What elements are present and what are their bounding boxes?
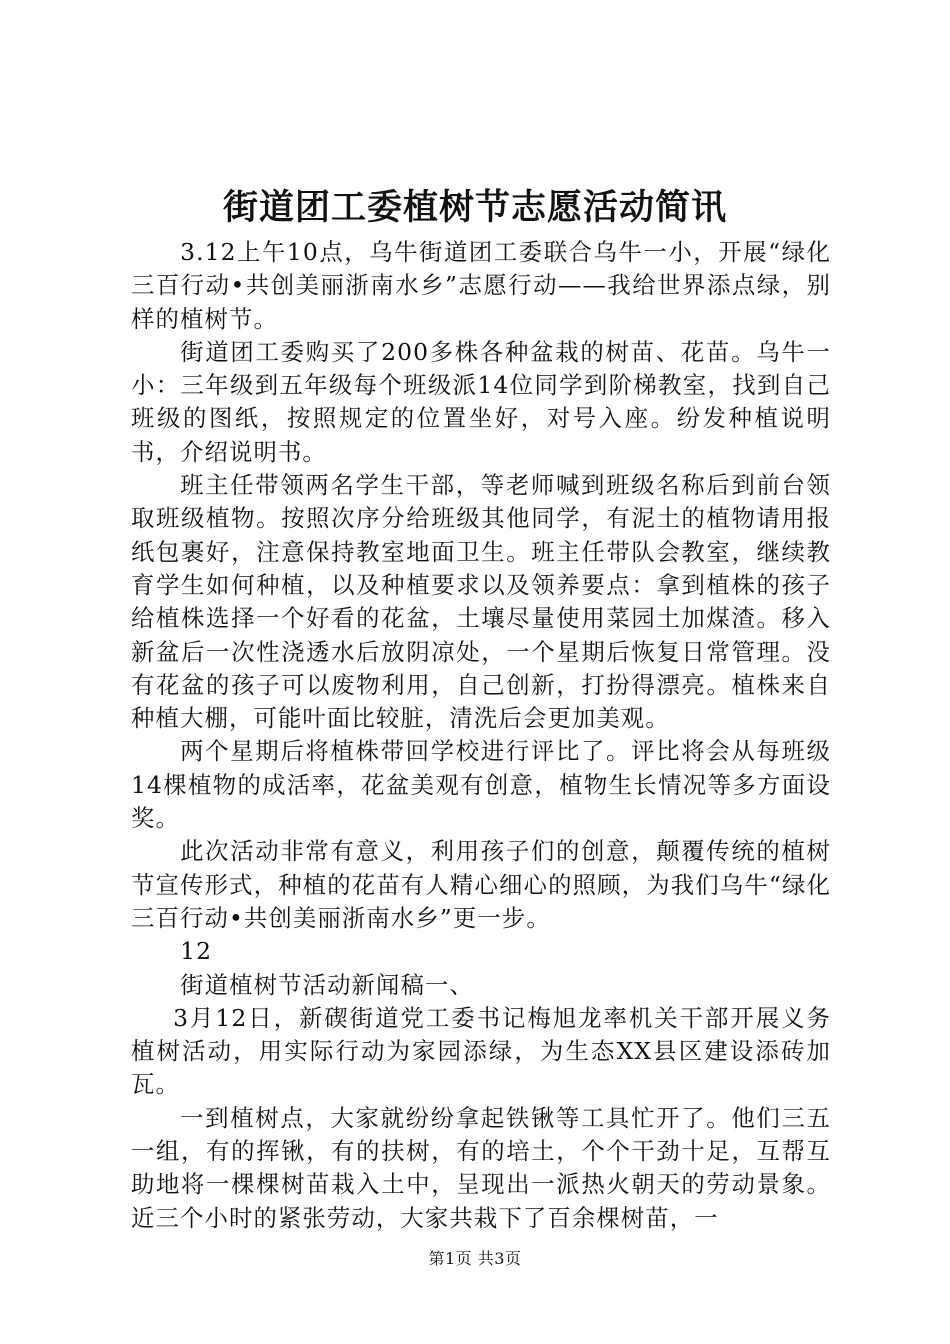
paragraph-9: 一到植树点，大家就纷纷拿起铁锹等工具忙开了。他们三五一组，有的挥锹，有的扶树，有的培土，个个干劲十足，互帮互助地将一棵棵树苗栽入土中，呈现出一派热火朝天的劳动景象。近三个小时的紧张劳动，大家共栽下了百余棵树苗，一 — [131, 1103, 831, 1232]
paragraph-1: 3.12上午10点，乌牛街道团工委联合乌牛一小，开展“绿化三百行动•共创美丽浙南水乡”志愿行动——我给世界添点绿，别样的植树节。 — [131, 238, 831, 333]
page-footer: 第1页 共3页 — [428, 1249, 522, 1268]
paragraph-6: 12 — [180, 937, 213, 966]
paragraph-5: 此次活动非常有意义，利用孩子们的创意，颠覆传统的植树节宣传形式，种植的花苗有人精心细心的照顾，为我们乌牛“绿化三百行动•共创美丽浙南水乡”更一步。 — [131, 837, 831, 932]
paragraph-4: 两个星期后将植株带回学校进行评比了。评比将会从每班级14棵植物的成活率，花盆美观有创意，植物生长情况等多方面设奖。 — [131, 737, 831, 833]
document-title: 街道团工委植树节志愿活动简讯 — [222, 187, 727, 228]
paragraph-2: 街道团工委购买了200多株各种盆栽的树苗、花苗。乌牛一小：三年级到五年级每个班级派14位同学到阶梯教室，找到自己班级的图纸，按照规定的位置坐好，对号入座。纷发种植说明书，介绍说明书。 — [131, 337, 831, 466]
paragraph-8: 3月12日，新碶街道党工委书记梅旭龙率机关干部开展义务植树活动，用实际行动为家园添绿，为生态XX县区建设添砖加瓦。 — [131, 1003, 831, 1099]
paragraph-3: 班主任带领两名学生干部，等老师喊到班级名称后到前台领取班级植物。按照次序分给班级其他同学，有泥土的植物请用报纸包裹好，注意保持教室地面卫生。班主任带队会教室，继续教育学生如何种植，以及种植要求以及领养要点：拿到植株的孩子给植株选择一个好看的花盆，土壤尽量使用菜园土加煤渣。移入新盆后一次性浇透水后放阴凉处，一个星期后恢复日常管理。没有花盆的孩子可以废物利用，自己创新，打扮得漂亮。植株来自种植大棚，可能叶面比较脏，清洗后会更加美观。 — [131, 471, 831, 733]
document-body — [131, 236, 831, 1235]
paragraph-7: 街道植树节活动新闻稿一、 — [180, 970, 475, 999]
